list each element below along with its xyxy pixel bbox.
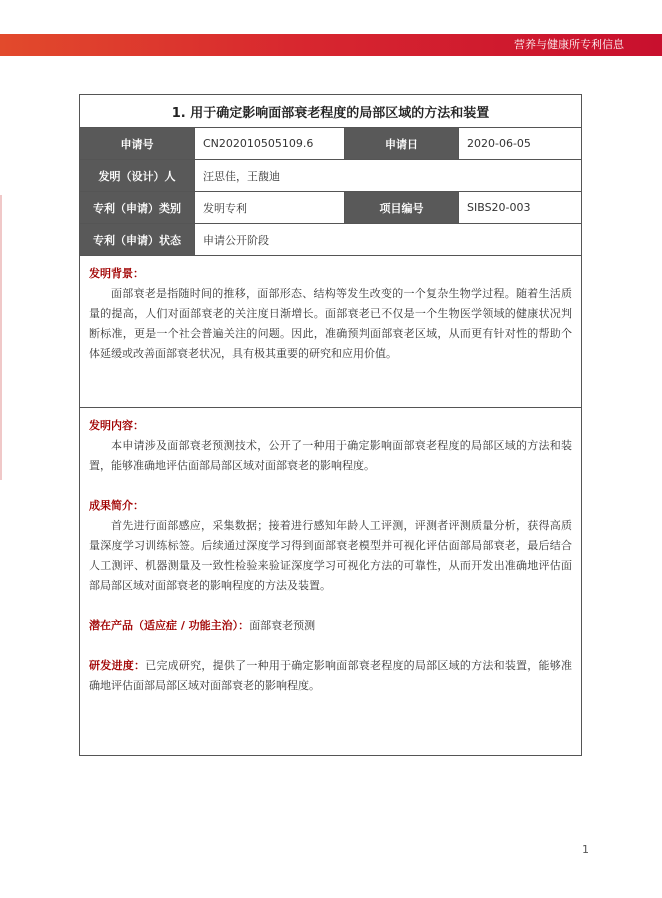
row-application [80,128,581,160]
potential-product-line [89,616,572,636]
patent-info-table [79,94,582,756]
content-text: 本申请涉及面部衰老预测技术，公开了一种用于确定影响面部衰老程度的局部区域的方法和装置，能够准确地评估面部局部区域对面部衰老的影响程度。 [89,439,572,472]
potential-product-title: 潜在产品（适应症 / 功能主治）： [89,619,250,632]
background-text: 面部衰老是指随时间的推移，面部形态、结构等发生改变的一个复杂生物学过程。随着生活质量的提高，人们对面部衰老的关注度日渐增长。面部衰老已不仅是一个生物医学领域的健康状况判断标准，更是一个社会普遍关注的问题。因此，准确预判面部衰老区域，从而更有针对性的帮助个体延缓或改善面部衰老状况，具有极其重要的研究和应用价值。 [89,287,572,360]
progress-text: 已完成研究，提供了一种用于确定影响面部衰老程度的局部区域的方法和装置，能够准确地评估面部局部区域对面部衰老的影响程度。 [89,659,573,692]
inventor-value: 汪思佳，王馥迪 [194,160,581,191]
results-title: 成果简介： [89,499,144,512]
potential-product-text: 面部衰老预测 [249,619,316,632]
document-title: 1. 用于确定影响面部衰老程度的局部区域的方法和装置 [80,95,581,128]
row-status [80,224,581,256]
inventor-label: 发明（设计）人 [80,160,194,191]
status-label: 专利（申请）状态 [80,224,194,255]
background-section [80,256,581,408]
results-text: 首先进行面部感应，采集数据；接着进行感知年龄人工评测，评测者评测质量分析，获得高质量深度学习训练标签。后续通过深度学习得到面部衰老模型并可视化评估面部局部衰老，最后结合人工测评、机器测量及一致性检验来验证深度学习可视化方法的可靠性，从而开发出准确地评估面部局部区域对面部衰老的影响程度的方法及装置。 [89,519,572,592]
left-accent-bar [0,195,2,480]
banner-title: 营养与健康所专利信息 [514,38,624,51]
row-type [80,192,581,224]
application-no-value: CN202010505109.6 [194,128,344,159]
details-section [80,408,581,754]
patent-type-value: 发明专利 [194,192,344,223]
background-title: 发明背景： [89,267,144,280]
content-title: 发明内容： [89,419,144,432]
header-banner [0,34,662,56]
progress-line [89,656,572,696]
status-value: 申请公开阶段 [194,224,581,255]
patent-type-label: 专利（申请）类别 [80,192,194,223]
page-number: 1 [582,843,589,856]
row-inventor [80,160,581,192]
application-date-value: 2020-06-05 [458,128,581,159]
application-no-label: 申请号 [80,128,194,159]
project-no-value: SIBS20-003 [458,192,581,223]
application-date-label: 申请日 [344,128,458,159]
progress-title: 研发进度： [89,659,146,672]
project-no-label: 项目编号 [344,192,458,223]
